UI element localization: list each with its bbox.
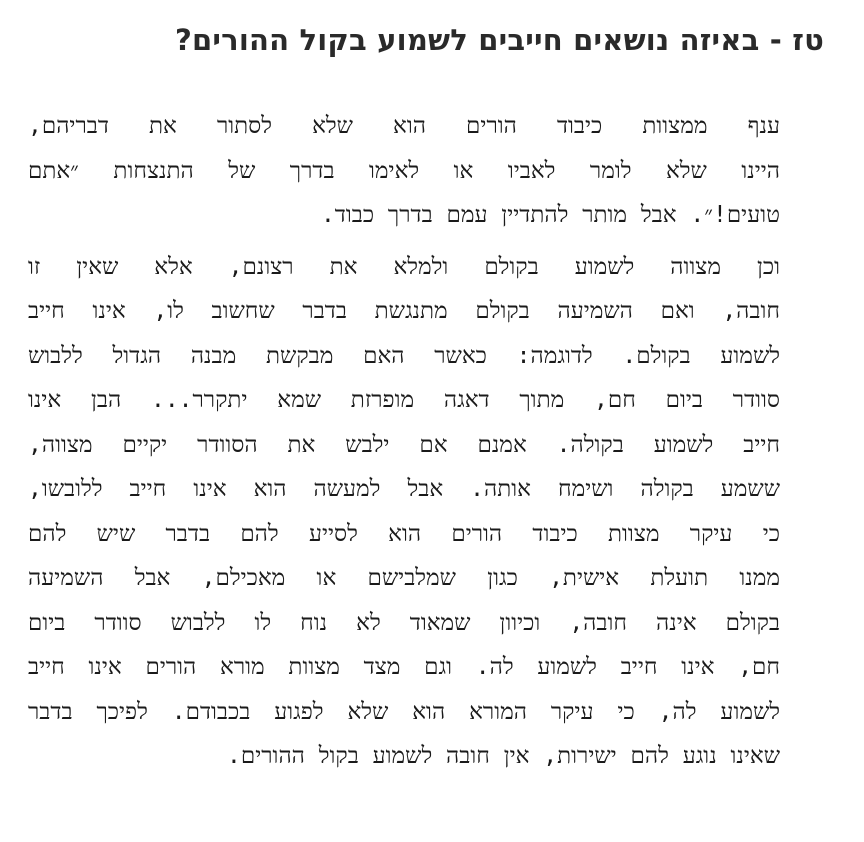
paragraph-line: ממנו תועלת אישית, כגון שמלבישם או מאכילם, אבל השמיעה [28,565,780,591]
body-text [28,104,824,779]
paragraph-line: בקולם אינה חובה, וכיוון שמאוד לא נוח לו ללבוש סוודר ביום [28,609,780,636]
paragraph-line: שאינו נוגע להם ישירות, אין חובה לשמוע בקול ההורים. [227,743,780,769]
paragraph-line: חובה, ואם השמיעה בקולם מתנגשת בדבר שחשוב לו, אינו חייב [28,298,780,324]
paragraph-line: היינו שלא לומר לאביו או לאימו בדרך של התנצחות ״אתם [28,157,780,184]
paragraph-line: חייב לשמוע בקולה. אמנם אם ילבש את הסוודר יקיים מצווה, [28,431,780,458]
section-heading: טז - באיזה נושאים חייבים לשמוע בקול ההורים? [175,23,824,57]
paragraph-line: ענף ממצוות כיבוד הורים הוא שלא לסתור את דבריהם, [28,113,780,139]
paragraph-line: טועים!״. אבל מותר להתדיין עמם בדרך כבוד. [320,202,780,228]
paragraph-line: כי עיקר מצוות כיבוד הורים הוא לסייע להם בדבר שיש להם [28,520,780,547]
paragraph-line: לשמוע בקולם. לדוגמה: כאשר האם מבקשת מבנה הגדול ללבוש [28,342,780,369]
paragraph-line: סוודר ביום חם, מתוך דאגה מופרזת שמא יתקרר... הבן אינו [28,387,780,413]
paragraph-line: לשמוע לה, כי עיקר המורא הוא שלא לפגוע בכבודם. לפיכך בדבר [28,698,780,725]
paragraph-2 [28,245,824,779]
paragraph-line: חם, אינו חייב לשמוע לה. וגם מצד מצוות מורא הורים אינו חייב [28,654,781,680]
paragraph-line: ששמע בקולה ושימח אותה. אבל למעשה הוא אינו חייב ללובשו, [28,476,780,502]
paragraph-line: וכן מצווה לשמוע בקולם ולמלא את רצונם, אלא שאין זו [28,253,780,280]
paragraph-1 [28,104,824,238]
